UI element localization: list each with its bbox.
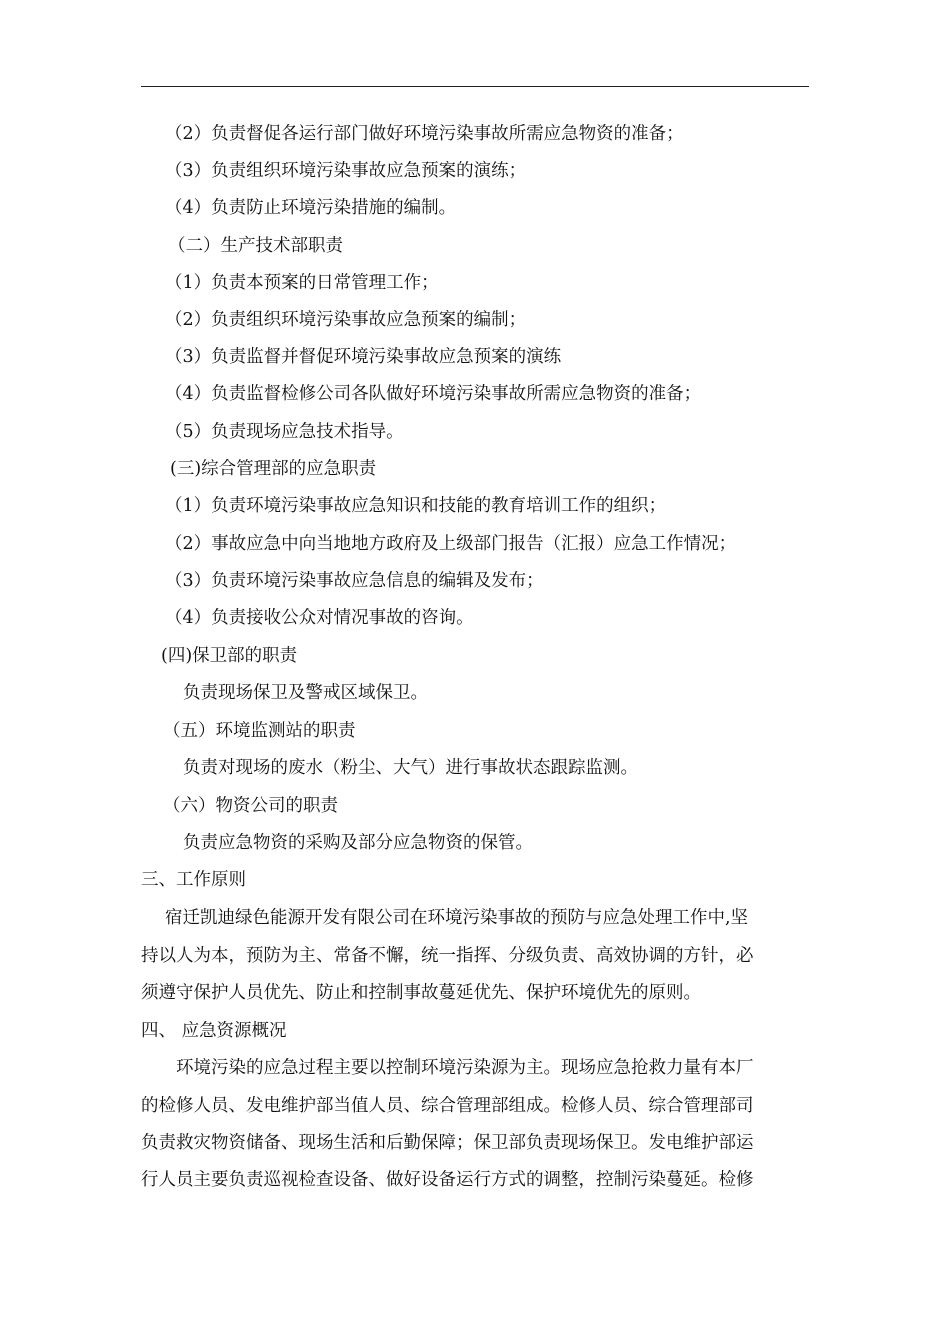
text-line: 负责现场保卫及警戒区域保卫。 bbox=[183, 683, 428, 703]
section-heading: (三)综合管理部的应急职责 bbox=[170, 459, 377, 479]
paragraph-line: 环境污染的应急过程主要以控制环境污染源为主。现场应急抢救力量有本厂 bbox=[176, 1058, 754, 1078]
paragraph-line: 负责救灾物资储备、现场生活和后勤保障；保卫部负责现场保卫。发电维护部运 bbox=[141, 1133, 754, 1153]
section-heading: (四)保卫部的职责 bbox=[161, 646, 298, 666]
section-heading: （五）环境监测站的职责 bbox=[163, 721, 356, 741]
text-line: （2）负责组织环境污染事故应急预案的编制； bbox=[165, 310, 527, 330]
text-line: （1）负责环境污染事故应急知识和技能的教育培训工作的组织； bbox=[165, 496, 667, 516]
paragraph-line: 行人员主要负责巡视检查设备、做好设备运行方式的调整，控制污染蔓延。检修 bbox=[141, 1170, 754, 1190]
header-rule bbox=[141, 86, 809, 87]
text-line: （3）负责环境污染事故应急信息的编辑及发布； bbox=[165, 571, 544, 591]
paragraph-line: 持以人为本，预防为主、常备不懈，统一指挥、分级负责、高效协调的方针，必 bbox=[141, 946, 754, 966]
text-line: （4）负责接收公众对情况事故的咨询。 bbox=[165, 608, 474, 628]
section-heading: 三、工作原则 bbox=[141, 870, 246, 890]
text-line: （4）负责监督检修公司各队做好环境污染事故所需应急物资的准备； bbox=[165, 384, 702, 404]
text-line: （3）负责组织环境污染事故应急预案的演练； bbox=[165, 161, 527, 181]
text-line: （2）负责督促各运行部门做好环境污染事故所需应急物资的准备； bbox=[165, 124, 684, 144]
text-line: （4）负责防止环境污染措施的编制。 bbox=[165, 198, 457, 218]
text-line: （2）事故应急中向当地地方政府及上级部门报告（汇报）应急工作情况； bbox=[165, 534, 737, 554]
paragraph-line: 的检修人员、发电维护部当值人员、综合管理部组成。检修人员、综合管理部司 bbox=[141, 1096, 754, 1116]
text-line: 负责应急物资的采购及部分应急物资的保管。 bbox=[183, 833, 533, 853]
section-heading: （六）物资公司的职责 bbox=[163, 796, 338, 816]
paragraph-line: 须遵守保护人员优先、防止和控制事故蔓延优先、保护环境优先的原则。 bbox=[141, 983, 701, 1003]
text-line: 负责对现场的废水（粉尘、大气）进行事故状态跟踪监测。 bbox=[183, 758, 638, 778]
text-line: （5）负责现场应急技术指导。 bbox=[165, 422, 404, 442]
paragraph-line: 宿迁凯迪绿色能源开发有限公司在环境污染事故的预防与应急处理工作中,坚 bbox=[165, 908, 749, 928]
text-line: （3）负责监督并督促环境污染事故应急预案的演练 bbox=[165, 347, 562, 367]
section-heading: 四、 应急资源概况 bbox=[141, 1021, 287, 1041]
section-heading: （二）生产技术部职责 bbox=[168, 236, 343, 256]
text-line: （1）负责本预案的日常管理工作； bbox=[165, 273, 439, 293]
